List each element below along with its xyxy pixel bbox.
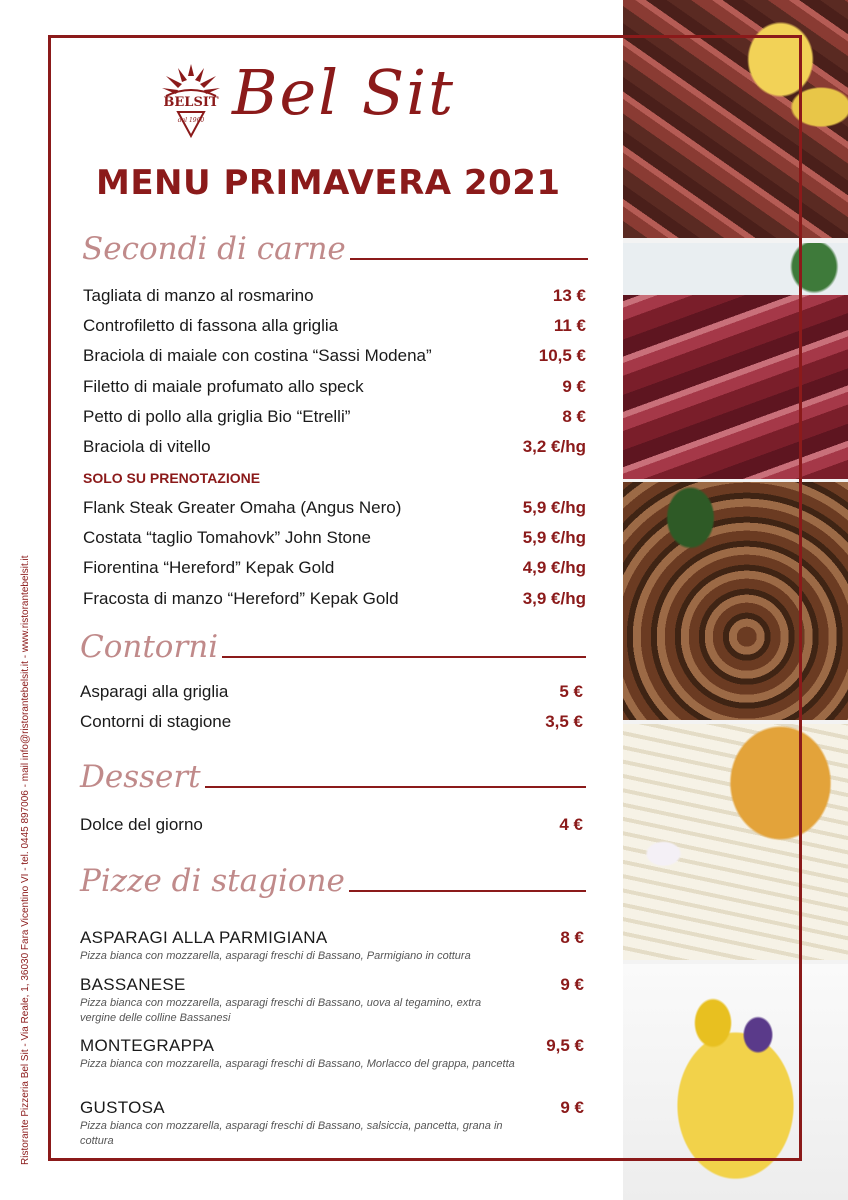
pizza-item: ASPARAGI ALLA PARMIGIANA 8 € Pizza bianca con mozzarella, asparagi freschi di Bassano, Parmigiano in cottura bbox=[80, 928, 584, 962]
menu-item: Tagliata di manzo al rosmarino 13 € bbox=[83, 286, 586, 305]
menu-item: Braciola di maiale con costina “Sassi Modena” 10,5 € bbox=[83, 346, 586, 365]
menu-item: Flank Steak Greater Omaha (Angus Nero) 5,9 €/hg bbox=[83, 498, 586, 517]
menu-item: Petto di pollo alla griglia Bio “Etrelli” 8 € bbox=[83, 407, 586, 426]
menu-item: Fiorentina “Hereford” Kepak Gold 4,9 €/hg bbox=[83, 558, 586, 577]
contact-info: Ristorante Pizzeria Bel Sit - Via Reale, 1, 36030 Fara Vicentino VI - tel. 0445 897006 - mail info@ristorantebelsit.it - www.ristorantebelsit.it bbox=[20, 555, 31, 1165]
section-rule bbox=[222, 656, 586, 658]
photo-raw-tomahawk bbox=[623, 243, 848, 479]
section-rule bbox=[205, 786, 586, 788]
photo-grilled-pork bbox=[623, 482, 848, 720]
menu-item: Dolce del giorno 4 € bbox=[80, 815, 583, 834]
section-heading-contorni: Contorni bbox=[80, 632, 586, 663]
pizza-item: BASSANESE 9 € Pizza bianca con mozzarella, asparagi freschi di Bassano, uova al tegamino, extra vergine delle colline Bassanesi bbox=[80, 975, 584, 1024]
photo-grilled-beef bbox=[623, 0, 848, 238]
menu-item: Costata “taglio Tomahovk” John Stone 5,9 €/hg bbox=[83, 528, 586, 547]
reservation-note: SOLO SU PRENOTAZIONE bbox=[83, 470, 261, 486]
section-heading-dessert: Dessert bbox=[80, 762, 586, 793]
brand-name: Bel Sit bbox=[232, 56, 456, 129]
svg-text:BELSIT: BELSIT bbox=[163, 95, 219, 110]
menu-item: Fracosta di manzo “Hereford” Kepak Gold 3,9 €/hg bbox=[83, 589, 586, 608]
photo-column bbox=[623, 0, 848, 1200]
menu-item: Controfiletto di fassona alla griglia 11 € bbox=[83, 316, 586, 335]
pizza-item: MONTEGRAPPA 9,5 € Pizza bianca con mozzarella, asparagi freschi di Bassano, Morlacco del grappa, pancetta bbox=[80, 1036, 584, 1070]
pizza-item: GUSTOSA 9 € Pizza bianca con mozzarella, asparagi freschi di Bassano, salsiccia, pancetta, grana in cottura bbox=[80, 1098, 584, 1147]
menu-item: Contorni di stagione 3,5 € bbox=[80, 712, 583, 731]
photo-white-asparagus bbox=[623, 724, 848, 960]
section-rule bbox=[350, 258, 588, 260]
page-title: MENU PRIMAVERA 2021 bbox=[96, 163, 561, 203]
menu-item: Asparagi alla griglia 5 € bbox=[80, 682, 583, 701]
menu-item: Filetto di maiale profumato allo speck 9 € bbox=[83, 377, 586, 396]
svg-text:dal 1960: dal 1960 bbox=[177, 117, 205, 124]
section-heading-secondi: Secondi di carne bbox=[82, 234, 588, 265]
section-heading-pizze: Pizze di stagione bbox=[80, 866, 586, 897]
section-rule bbox=[349, 890, 586, 892]
logo-emblem-icon bbox=[158, 62, 224, 138]
menu-item: Braciola di vitello 3,2 €/hg bbox=[83, 437, 586, 456]
photo-pasta-flowers bbox=[623, 964, 848, 1200]
